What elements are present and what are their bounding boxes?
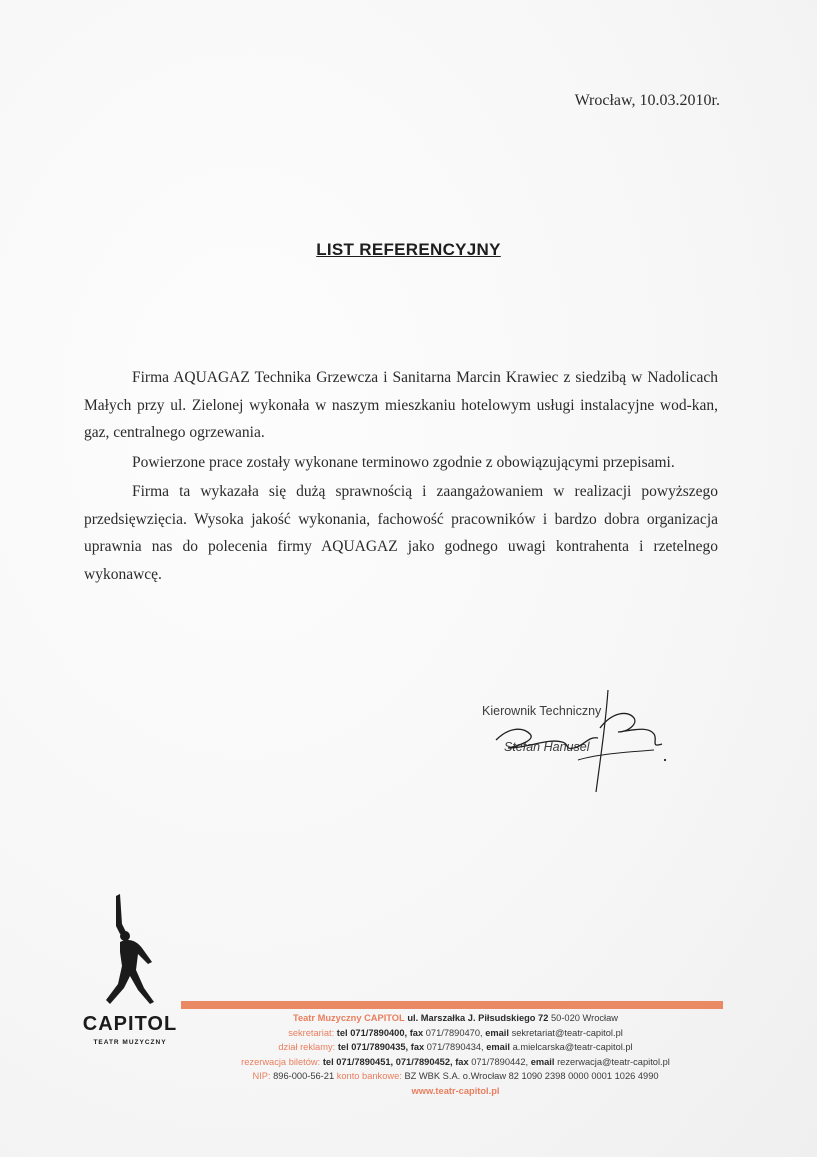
letter-body	[84, 364, 718, 590]
footer-bank-account: BZ WBK S.A. o.Wrocław 82 1090 2398 0000 0001 1026 4990	[404, 1071, 659, 1081]
footer-email[interactable]: rezerwacja@teatr-capitol.pl	[557, 1056, 670, 1067]
footer-accent-bar	[181, 1001, 723, 1009]
footer-fax: 071/7890470,	[425, 1027, 483, 1038]
footer-label: rezerwacja biletów:	[241, 1056, 321, 1067]
footer-line-website	[188, 1084, 723, 1099]
footer-label: dział reklamy:	[278, 1042, 336, 1052]
footer-fax-label: fax	[410, 1042, 425, 1052]
capitol-logo	[80, 892, 180, 1052]
footer-email-label: email	[530, 1056, 555, 1067]
footer-fax: 071/7890442,	[471, 1056, 529, 1067]
footer-tel: 071/7890435,	[351, 1042, 409, 1052]
footer-tel: 071/7890400,	[350, 1027, 408, 1038]
footer-email-label: email	[485, 1027, 509, 1038]
logo-text: CAPITOL	[82, 1013, 178, 1035]
footer-address-city: 50-020 Wrocław	[551, 1013, 619, 1023]
letter-date: Wrocław, 10.03.2010r.	[574, 92, 720, 109]
footer-tel: 071/7890451, 071/7890452,	[336, 1056, 453, 1067]
signature-name: Stefan Hanusel	[504, 740, 590, 754]
logo-subtitle: TEATR MUZYCZNY	[93, 1039, 167, 1046]
footer-tel-label: tel	[337, 1042, 349, 1052]
footer-email[interactable]: a.mielcarska@teatr-capitol.pl	[512, 1042, 633, 1052]
paragraph-1: Firma AQUAGAZ Technika Grzewcza i Sanitarna Marcin Krawiec z siedzibą w Nadolicach Małych przy ul. Zielonej wykonała w naszym mieszkaniu hotelowym usługi instalacyjne wod-kan, gaz, centralnego ogrzewania.	[84, 369, 718, 441]
footer-nip-label: NIP:	[252, 1071, 271, 1081]
footer-website-link[interactable]: www.teatr-capitol.pl	[411, 1085, 500, 1096]
footer-address-street: ul. Marszałka J. Piłsudskiego 72	[407, 1013, 549, 1023]
footer-fax-label: fax	[409, 1027, 424, 1038]
letter-title: LIST REFERENCYJNY	[316, 240, 501, 259]
footer-label: sekretariat:	[288, 1027, 335, 1038]
letterhead-footer	[188, 1011, 723, 1098]
dancer-silhouette-icon	[106, 894, 154, 1004]
footer-fax: 071/7890434,	[426, 1042, 484, 1052]
footer-nip: 896-000-56-21	[273, 1071, 335, 1081]
footer-email[interactable]: sekretariat@teatr-capitol.pl	[511, 1027, 623, 1038]
footer-line-address	[188, 1011, 723, 1026]
handwritten-signature	[478, 688, 688, 798]
footer-tel-label: tel	[322, 1056, 334, 1067]
signature-stamp	[478, 688, 688, 798]
footer-bank-label: konto bankowe:	[336, 1071, 402, 1081]
footer-email-label: email	[486, 1042, 511, 1052]
footer-fax-label: fax	[455, 1056, 469, 1067]
footer-org-name: Teatr Muzyczny CAPITOL	[292, 1013, 405, 1023]
footer-line-advertising	[188, 1040, 723, 1055]
paragraph-2: Powierzone prace zostały wykonane terminowo zgodnie z obowiązującymi przepisami.	[132, 453, 675, 471]
footer-line-tickets	[188, 1055, 723, 1070]
paragraph-3: Firma ta wykazała się dużą sprawnością i zaangażowaniem w realizacji powyższego przedsięwzięcia. Wysoka jakość wykonania, fachowość pracowników i bardzo dobra organizacja uprawnia nas do polecenia firmy AQUAGAZ jako godnego uwagi kontrahenta i rzetelnego wykonawcę.	[84, 483, 718, 583]
capitol-logo-graphic	[80, 892, 180, 1052]
signature-role: Kierownik Techniczny	[482, 704, 602, 718]
footer-line-bank	[188, 1069, 723, 1084]
footer-tel-label: tel	[336, 1027, 348, 1038]
footer-line-secretariat	[188, 1026, 723, 1041]
